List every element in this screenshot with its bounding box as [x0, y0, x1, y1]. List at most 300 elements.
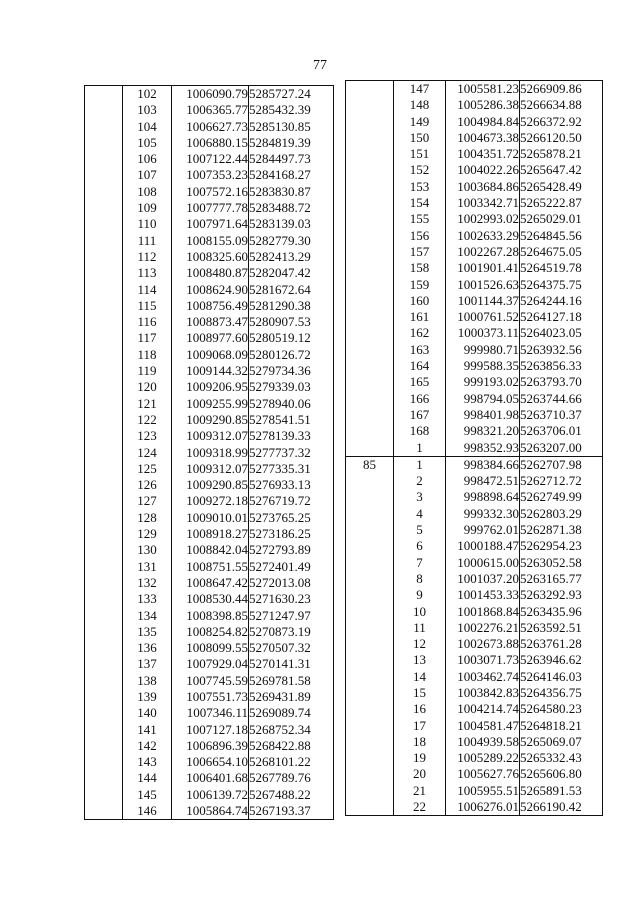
table-row: [85, 445, 334, 461]
group-cell: [85, 151, 123, 167]
x-coordinate-cell: 1005955.51: [446, 783, 520, 799]
x-coordinate-cell: 1004984.84: [446, 114, 520, 130]
point-number-cell: 168: [394, 423, 446, 439]
table-row: [85, 689, 334, 705]
group-cell: [85, 559, 123, 575]
x-coordinate-cell: 1006654.10: [172, 754, 249, 770]
y-coordinate-cell: 5263744.66: [520, 390, 582, 406]
x-coordinate-cell: 1007572.16: [172, 184, 249, 200]
y-coordinate-cell: 5282779.30: [249, 232, 311, 248]
point-number-cell: 110: [123, 216, 172, 232]
y-coordinate-cell: 5273186.25: [249, 526, 311, 542]
group-cell: [346, 718, 394, 734]
point-number-cell: 6: [394, 538, 446, 554]
y-coordinate-cell: 5265029.01: [520, 211, 582, 227]
x-coordinate-cell: 1004939.58: [446, 734, 520, 750]
x-coordinate-cell: 1000761.52: [446, 309, 520, 325]
table-row: [346, 228, 603, 244]
x-coordinate-cell: 1007745.59: [172, 673, 249, 689]
table-row: [85, 559, 334, 575]
x-coordinate-cell: 1007777.78: [172, 200, 249, 216]
x-coordinate-cell: 1002267.28: [446, 244, 520, 260]
table-row: [85, 363, 334, 379]
point-number-cell: 154: [394, 195, 446, 211]
point-number-cell: 21: [394, 783, 446, 799]
table-row: [346, 293, 603, 309]
group-cell: [346, 783, 394, 799]
y-coordinate-cell: 5263165.77: [520, 570, 582, 586]
group-cell: [346, 506, 394, 522]
x-coordinate-cell: 1003684.86: [446, 179, 520, 195]
table-row: [85, 754, 334, 770]
point-number-cell: 163: [394, 342, 446, 358]
group-cell: [85, 86, 123, 103]
y-coordinate-cell: 5263207.00: [520, 439, 582, 455]
y-coordinate-cell: 5271630.23: [249, 591, 311, 607]
x-coordinate-cell: 998898.64: [446, 489, 520, 505]
point-number-cell: 106: [123, 151, 172, 167]
x-coordinate-cell: 1008751.55: [172, 559, 249, 575]
point-number-cell: 153: [394, 179, 446, 195]
x-coordinate-cell: 1000373.11: [446, 325, 520, 341]
x-coordinate-cell: 1009290.85: [172, 477, 249, 493]
x-coordinate-cell: 1006401.68: [172, 770, 249, 786]
group-cell: [85, 216, 123, 232]
x-coordinate-cell: 1004214.74: [446, 701, 520, 717]
x-coordinate-cell: 999193.02: [446, 374, 520, 390]
group-cell: [85, 119, 123, 135]
y-coordinate-cell: 5279734.36: [249, 363, 311, 379]
x-coordinate-cell: 1000188.47: [446, 538, 520, 554]
group-cell: [85, 738, 123, 754]
x-coordinate-cell: 1007127.18: [172, 722, 249, 738]
group-cell: [85, 249, 123, 265]
table-row: [346, 456, 603, 473]
point-number-cell: 116: [123, 314, 172, 330]
x-coordinate-cell: 1001037.20: [446, 571, 520, 587]
group-cell: [346, 309, 394, 325]
table-row: [85, 200, 334, 216]
y-coordinate-cell: 5284819.39: [249, 134, 311, 150]
table-row: [85, 347, 334, 363]
table-row: [346, 195, 603, 211]
point-number-cell: 146: [123, 803, 172, 820]
table-row: [346, 604, 603, 620]
group-cell: [346, 522, 394, 538]
group-cell: [85, 347, 123, 363]
group-cell: [346, 293, 394, 309]
y-coordinate-cell: 5262707.98: [520, 456, 603, 473]
group-cell: [346, 130, 394, 146]
point-number-cell: 18: [394, 734, 446, 750]
y-coordinate-cell: 5264375.75: [520, 276, 582, 292]
point-number-cell: 14: [394, 669, 446, 685]
point-number-cell: 149: [394, 114, 446, 130]
point-number-cell: 112: [123, 249, 172, 265]
table-row: [346, 522, 603, 538]
point-number-cell: 135: [123, 624, 172, 640]
point-number-cell: 121: [123, 396, 172, 412]
point-number-cell: 117: [123, 330, 172, 346]
point-number-cell: 102: [123, 86, 172, 103]
table-row: [346, 506, 603, 522]
x-coordinate-cell: 1002673.88: [446, 636, 520, 652]
point-number-cell: 123: [123, 428, 172, 444]
x-coordinate-cell: 1008254.82: [172, 624, 249, 640]
y-coordinate-cell: 5270507.32: [249, 640, 311, 656]
point-number-cell: 161: [394, 309, 446, 325]
y-coordinate-cell: 5266909.86: [520, 81, 582, 96]
x-coordinate-cell: 1001901.41: [446, 260, 520, 276]
y-coordinate-cell: 5272013.08: [249, 574, 311, 590]
y-coordinate-cell: 5265891.53: [520, 782, 582, 798]
y-coordinate-cell: 5264675.05: [520, 243, 582, 259]
y-coordinate-cell: 5283830.87: [249, 183, 311, 199]
point-number-cell: 134: [123, 608, 172, 624]
y-coordinate-cell: 5269089.74: [249, 705, 311, 721]
y-coordinate-cell: 5267193.37: [249, 803, 311, 819]
x-coordinate-cell: 1001526.63: [446, 277, 520, 293]
group-cell: [346, 685, 394, 701]
point-number-cell: 19: [394, 750, 446, 766]
table-row: [85, 608, 334, 624]
x-coordinate-cell: 998401.98: [446, 407, 520, 423]
y-coordinate-cell: 5263932.56: [520, 341, 582, 357]
y-coordinate-cell: 5285130.85: [249, 118, 311, 134]
point-number-cell: 156: [394, 228, 446, 244]
y-coordinate-cell: 5273765.25: [249, 509, 311, 525]
point-number-cell: 4: [394, 506, 446, 522]
y-coordinate-cell: 5265332.43: [520, 750, 582, 766]
point-number-cell: 139: [123, 689, 172, 705]
point-number-cell: 109: [123, 200, 172, 216]
x-coordinate-cell: 998384.66: [446, 456, 520, 473]
x-coordinate-cell: 1004022.26: [446, 162, 520, 178]
table-row: [346, 489, 603, 505]
table-row: [85, 640, 334, 656]
y-coordinate-cell: 5264127.18: [520, 309, 582, 325]
group-cell: [346, 799, 394, 816]
y-coordinate-cell: 5264023.05: [520, 325, 582, 341]
group-cell: [346, 652, 394, 668]
table-row: [346, 407, 603, 423]
point-number-cell: 140: [123, 705, 172, 721]
x-coordinate-cell: 1007929.04: [172, 656, 249, 672]
group-cell: [346, 211, 394, 227]
group-cell: [85, 705, 123, 721]
table-row: [346, 783, 603, 799]
table-row: [85, 216, 334, 232]
group-cell: [85, 526, 123, 542]
x-coordinate-cell: 1003462.74: [446, 669, 520, 685]
y-coordinate-cell: 5266634.88: [520, 97, 582, 113]
group-cell: [85, 656, 123, 672]
table-row: [346, 244, 603, 260]
y-coordinate-cell: 5285727.24: [249, 86, 311, 101]
group-cell: [346, 358, 394, 374]
point-number-cell: 129: [123, 526, 172, 542]
point-number-cell: 152: [394, 162, 446, 178]
point-number-cell: 133: [123, 591, 172, 607]
x-coordinate-cell: 1006139.72: [172, 787, 249, 803]
x-coordinate-cell: 1009312.07: [172, 461, 249, 477]
y-coordinate-cell: 5264845.56: [520, 227, 582, 243]
y-coordinate-cell: 5268752.34: [249, 721, 311, 737]
x-coordinate-cell: 1004673.38: [446, 130, 520, 146]
y-coordinate-cell: 5263292.93: [520, 587, 582, 603]
x-coordinate-cell: 1009068.09: [172, 347, 249, 363]
table-row: [346, 587, 603, 603]
table-row: [85, 135, 334, 151]
group-cell: [85, 363, 123, 379]
table-row: [346, 260, 603, 276]
y-coordinate-cell: 5270873.19: [249, 623, 311, 639]
y-coordinate-cell: 5269781.58: [249, 672, 311, 688]
group-cell: [85, 428, 123, 444]
point-number-cell: 166: [394, 391, 446, 407]
table-row: [85, 656, 334, 672]
table-row: [346, 652, 603, 668]
table-row: [85, 493, 334, 509]
group-cell: [346, 228, 394, 244]
y-coordinate-cell: 5265222.87: [520, 195, 582, 211]
table-row: [85, 265, 334, 281]
point-number-cell: 13: [394, 652, 446, 668]
y-coordinate-cell: 5268422.88: [249, 737, 311, 753]
y-coordinate-cell: 5283488.72: [249, 200, 311, 216]
table-row: [85, 705, 334, 721]
x-coordinate-cell: 1007353.23: [172, 167, 249, 183]
group-cell: [85, 673, 123, 689]
point-number-cell: 137: [123, 656, 172, 672]
group-cell: [346, 423, 394, 439]
x-coordinate-cell: 1005864.74: [172, 803, 249, 820]
y-coordinate-cell: 5277335.31: [249, 460, 311, 476]
page-number: 77: [313, 58, 327, 73]
y-coordinate-cell: 5278940.06: [249, 395, 311, 411]
table-row: [346, 211, 603, 227]
y-coordinate-cell: 5262749.99: [520, 489, 582, 505]
group-cell: [346, 587, 394, 603]
y-coordinate-cell: 5280519.12: [249, 330, 311, 346]
table-row: [85, 787, 334, 803]
y-coordinate-cell: 5263710.37: [520, 406, 582, 422]
point-number-cell: 160: [394, 293, 446, 309]
table-row: [85, 102, 334, 118]
y-coordinate-cell: 5280907.53: [249, 314, 311, 330]
x-coordinate-cell: 1005581.23: [446, 81, 520, 98]
y-coordinate-cell: 5284497.73: [249, 151, 311, 167]
table-row: [85, 770, 334, 786]
table-row: [346, 162, 603, 178]
group-cell: [85, 722, 123, 738]
x-coordinate-cell: 999332.30: [446, 506, 520, 522]
y-coordinate-cell: 5283139.03: [249, 216, 311, 232]
point-number-cell: 15: [394, 685, 446, 701]
group-cell: [346, 114, 394, 130]
group-cell: [85, 640, 123, 656]
point-number-cell: 122: [123, 412, 172, 428]
x-coordinate-cell: 1008756.49: [172, 298, 249, 314]
x-coordinate-cell: 1006627.73: [172, 119, 249, 135]
table-row: [346, 309, 603, 325]
table-row: [85, 86, 334, 103]
group-cell: [346, 277, 394, 293]
point-number-cell: 12: [394, 636, 446, 652]
y-coordinate-cell: 5264244.16: [520, 292, 582, 308]
group-cell: [85, 493, 123, 509]
y-coordinate-cell: 5264146.03: [520, 668, 582, 684]
group-cell: [346, 489, 394, 505]
y-coordinate-cell: 5281290.38: [249, 297, 311, 313]
y-coordinate-cell: 5263856.33: [520, 358, 582, 374]
group-cell: [346, 604, 394, 620]
point-number-cell: 119: [123, 363, 172, 379]
x-coordinate-cell: 1008624.90: [172, 282, 249, 298]
point-number-cell: 155: [394, 211, 446, 227]
x-coordinate-cell: 1008842.04: [172, 542, 249, 558]
y-coordinate-cell: 5263052.58: [520, 554, 582, 570]
x-coordinate-cell: 1006090.79: [172, 86, 249, 103]
y-coordinate-cell: 5265069.07: [520, 733, 582, 749]
group-cell: [346, 162, 394, 178]
group-cell: [85, 314, 123, 330]
point-number-cell: 151: [394, 146, 446, 162]
group-cell: [85, 770, 123, 786]
x-coordinate-cell: 1003071.73: [446, 652, 520, 668]
x-coordinate-cell: 999588.35: [446, 358, 520, 374]
y-coordinate-cell: 5262871.38: [520, 522, 582, 538]
group-cell: [85, 477, 123, 493]
x-coordinate-cell: 1007971.64: [172, 216, 249, 232]
table-row: [85, 298, 334, 314]
x-coordinate-cell: 1008647.42: [172, 575, 249, 591]
table-row: [85, 526, 334, 542]
x-coordinate-cell: 1006896.39: [172, 738, 249, 754]
group-cell: [346, 179, 394, 195]
table-row: [85, 314, 334, 330]
group-cell: [85, 298, 123, 314]
x-coordinate-cell: 1008480.87: [172, 265, 249, 281]
x-coordinate-cell: 1008918.27: [172, 526, 249, 542]
x-coordinate-cell: 1006880.15: [172, 135, 249, 151]
table-row: [85, 249, 334, 265]
y-coordinate-cell: 5267789.76: [249, 770, 311, 786]
x-coordinate-cell: 1009010.01: [172, 510, 249, 526]
x-coordinate-cell: 1004351.72: [446, 146, 520, 162]
group-cell: [85, 282, 123, 298]
y-coordinate-cell: 5264580.23: [520, 701, 582, 717]
group-cell: [85, 379, 123, 395]
x-coordinate-cell: 1005627.76: [446, 766, 520, 782]
y-coordinate-cell: 5264356.75: [520, 684, 582, 700]
group-cell: [346, 750, 394, 766]
table-row: [346, 734, 603, 750]
group-cell: [346, 391, 394, 407]
x-coordinate-cell: 1008325.60: [172, 249, 249, 265]
group-cell: [346, 97, 394, 113]
table-row: [346, 669, 603, 685]
table-row: [346, 81, 603, 98]
table-row: [85, 167, 334, 183]
x-coordinate-cell: 1009206.95: [172, 379, 249, 395]
group-cell: [85, 461, 123, 477]
table-row: [85, 233, 334, 249]
y-coordinate-cell: 5267488.22: [249, 786, 311, 802]
y-coordinate-cell: 5272401.49: [249, 558, 311, 574]
table-row: [346, 179, 603, 195]
table-row: [85, 575, 334, 591]
table-row: [346, 718, 603, 734]
table-row: [346, 799, 603, 816]
point-number-cell: 127: [123, 493, 172, 509]
group-cell: [346, 701, 394, 717]
group-cell: [346, 260, 394, 276]
x-coordinate-cell: 998794.05: [446, 391, 520, 407]
x-coordinate-cell: 1000615.00: [446, 555, 520, 571]
group-cell: [85, 689, 123, 705]
x-coordinate-cell: 1005286.38: [446, 97, 520, 113]
point-number-cell: 22: [394, 799, 446, 816]
table-row: [346, 766, 603, 782]
y-coordinate-cell: 5268101.22: [249, 754, 311, 770]
point-number-cell: 7: [394, 555, 446, 571]
point-number-cell: 167: [394, 407, 446, 423]
table-row: [85, 510, 334, 526]
x-coordinate-cell: 1006276.01: [446, 799, 520, 816]
x-coordinate-cell: 1008530.44: [172, 591, 249, 607]
table-row: [346, 146, 603, 162]
group-cell: [85, 396, 123, 412]
y-coordinate-cell: 5266120.50: [520, 129, 582, 145]
y-coordinate-cell: 5270141.31: [249, 656, 311, 672]
x-coordinate-cell: 1008873.47: [172, 314, 249, 330]
table-row: [346, 358, 603, 374]
table-row: [85, 282, 334, 298]
point-number-cell: 159: [394, 277, 446, 293]
group-cell: [346, 636, 394, 652]
group-cell: [346, 440, 394, 457]
x-coordinate-cell: 1002633.29: [446, 228, 520, 244]
y-coordinate-cell: 5263592.51: [520, 619, 582, 635]
table-row: [346, 440, 603, 457]
x-coordinate-cell: 1009290.85: [172, 412, 249, 428]
table-row: [346, 391, 603, 407]
point-number-cell: 111: [123, 233, 172, 249]
x-coordinate-cell: 1009144.32: [172, 363, 249, 379]
point-number-cell: 2: [394, 473, 446, 489]
y-coordinate-cell: 5276933.13: [249, 477, 311, 493]
table-row: [85, 396, 334, 412]
table-row: [85, 591, 334, 607]
table-row: [346, 473, 603, 489]
y-coordinate-cell: 5282047.42: [249, 265, 311, 281]
group-cell: [85, 200, 123, 216]
point-number-cell: 136: [123, 640, 172, 656]
y-coordinate-cell: 5281672.64: [249, 281, 311, 297]
point-number-cell: 105: [123, 135, 172, 151]
y-coordinate-cell: 5271247.97: [249, 607, 311, 623]
x-coordinate-cell: 1002993.02: [446, 211, 520, 227]
point-number-cell: 148: [394, 97, 446, 113]
point-number-cell: 120: [123, 379, 172, 395]
group-cell: [346, 555, 394, 571]
y-coordinate-cell: 5277737.32: [249, 444, 311, 460]
point-number-cell: 107: [123, 167, 172, 183]
point-number-cell: 108: [123, 184, 172, 200]
x-coordinate-cell: 1009255.99: [172, 396, 249, 412]
point-number-cell: 118: [123, 347, 172, 363]
